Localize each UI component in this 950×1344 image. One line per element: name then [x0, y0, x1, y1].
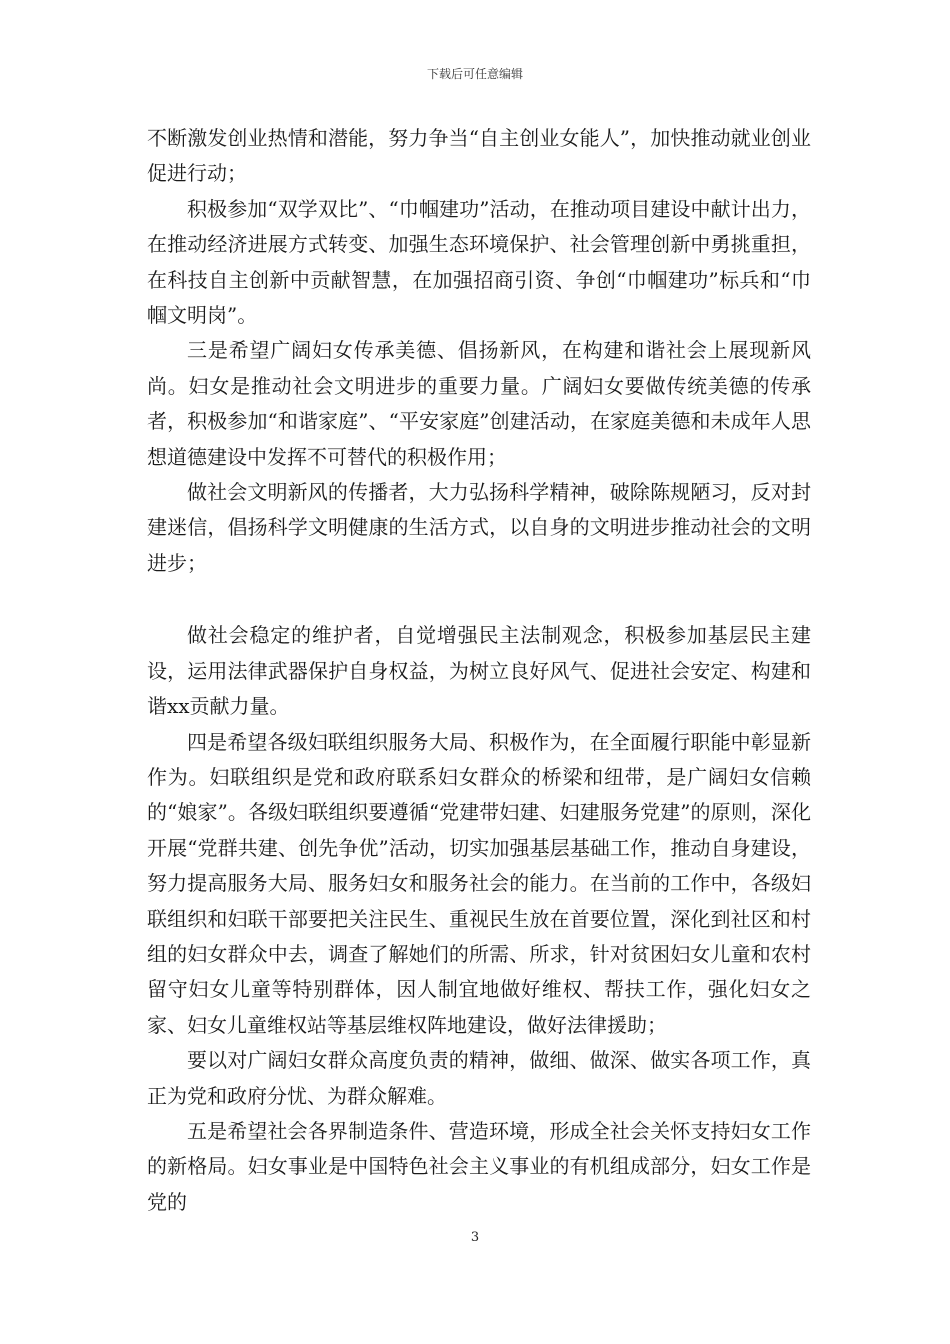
paragraph-2: 积极参加“双学双比”、“巾帼建功”活动，在推动项目建设中献计出力，在推动经济进展方式转变、加强生态环境保护、社会管理创新中勇挑重担，在科技自主创新中贡献智慧，在加强招商引资、争创“巾帼建功”标兵和“巾帼文明岗”。: [147, 196, 811, 328]
document-body: [147, 121, 811, 1220]
page-number: 3: [470, 1230, 480, 1245]
paragraph-6: 四是希望各级妇联组织服务大局、积极作为，在全面履行职能中彰显新作为。妇联组织是党和政府联系妇女群众的桥梁和纽带，是广阔妇女信赖的“娘家”。各级妇联组织要遵循“党建带妇建、妇建服务党建”的原则，深化开展“党群共建、创先争优”活动，切实加强基层基础工作，推动自身建设，努力提高服务大局、服务妇女和服务社会的能力。在当前的工作中，各级妇联组织和妇联干部要把关注民生、重视民生放在首要位置，深化到社区和村组的妇女群众中去，调查了解她们的所需、所求，针对贫困妇女儿童和农村留守妇女儿童等特别群体，因人制宜地做好维权、帮扶工作，强化妇女之家、妇女儿童维权站等基层维权阵地建设，做好法律援助；: [147, 729, 811, 1037]
page-header: 下载后可任意编辑: [426, 67, 523, 81]
paragraph-3: 三是希望广阔妇女传承美德、倡扬新风，在构建和谐社会上展现新风尚。妇女是推动社会文明进步的重要力量。广阔妇女要做传统美德的传承者，积极参加“和谐家庭”、“平安家庭”创建活动，在家庭美德和未成年人思想道德建设中发挥不可替代的积极作用；: [147, 338, 811, 469]
paragraph-8: 五是希望社会各界制造条件、营造环境，形成全社会关怀支持妇女工作的新格局。妇女事业是中国特色社会主义事业的有机组成部分，妇女工作是党的: [147, 1118, 811, 1214]
paragraph-5: 做社会稳定的维护者，自觉增强民主法制观念，积极参加基层民主建设，运用法律武器保护自身权益，为树立良好风气、促进社会安定、构建和谐xx贡献力量。: [147, 623, 811, 719]
paragraph-7: 要以对广阔妇女群众高度负责的精神，做细、做深、做实各项工作，真正为党和政府分忧、为群众解难。: [147, 1048, 811, 1108]
paragraph-1: 不断激发创业热情和潜能，努力争当“自主创业女能人”，加快推动就业创业促进行动；: [147, 126, 811, 186]
paragraph-4: 做社会文明新风的传播者，大力弘扬科学精神，破除陈规陋习，反对封建迷信，倡扬科学文明健康的生活方式，以自身的文明进步推动社会的文明进步；: [147, 480, 811, 575]
